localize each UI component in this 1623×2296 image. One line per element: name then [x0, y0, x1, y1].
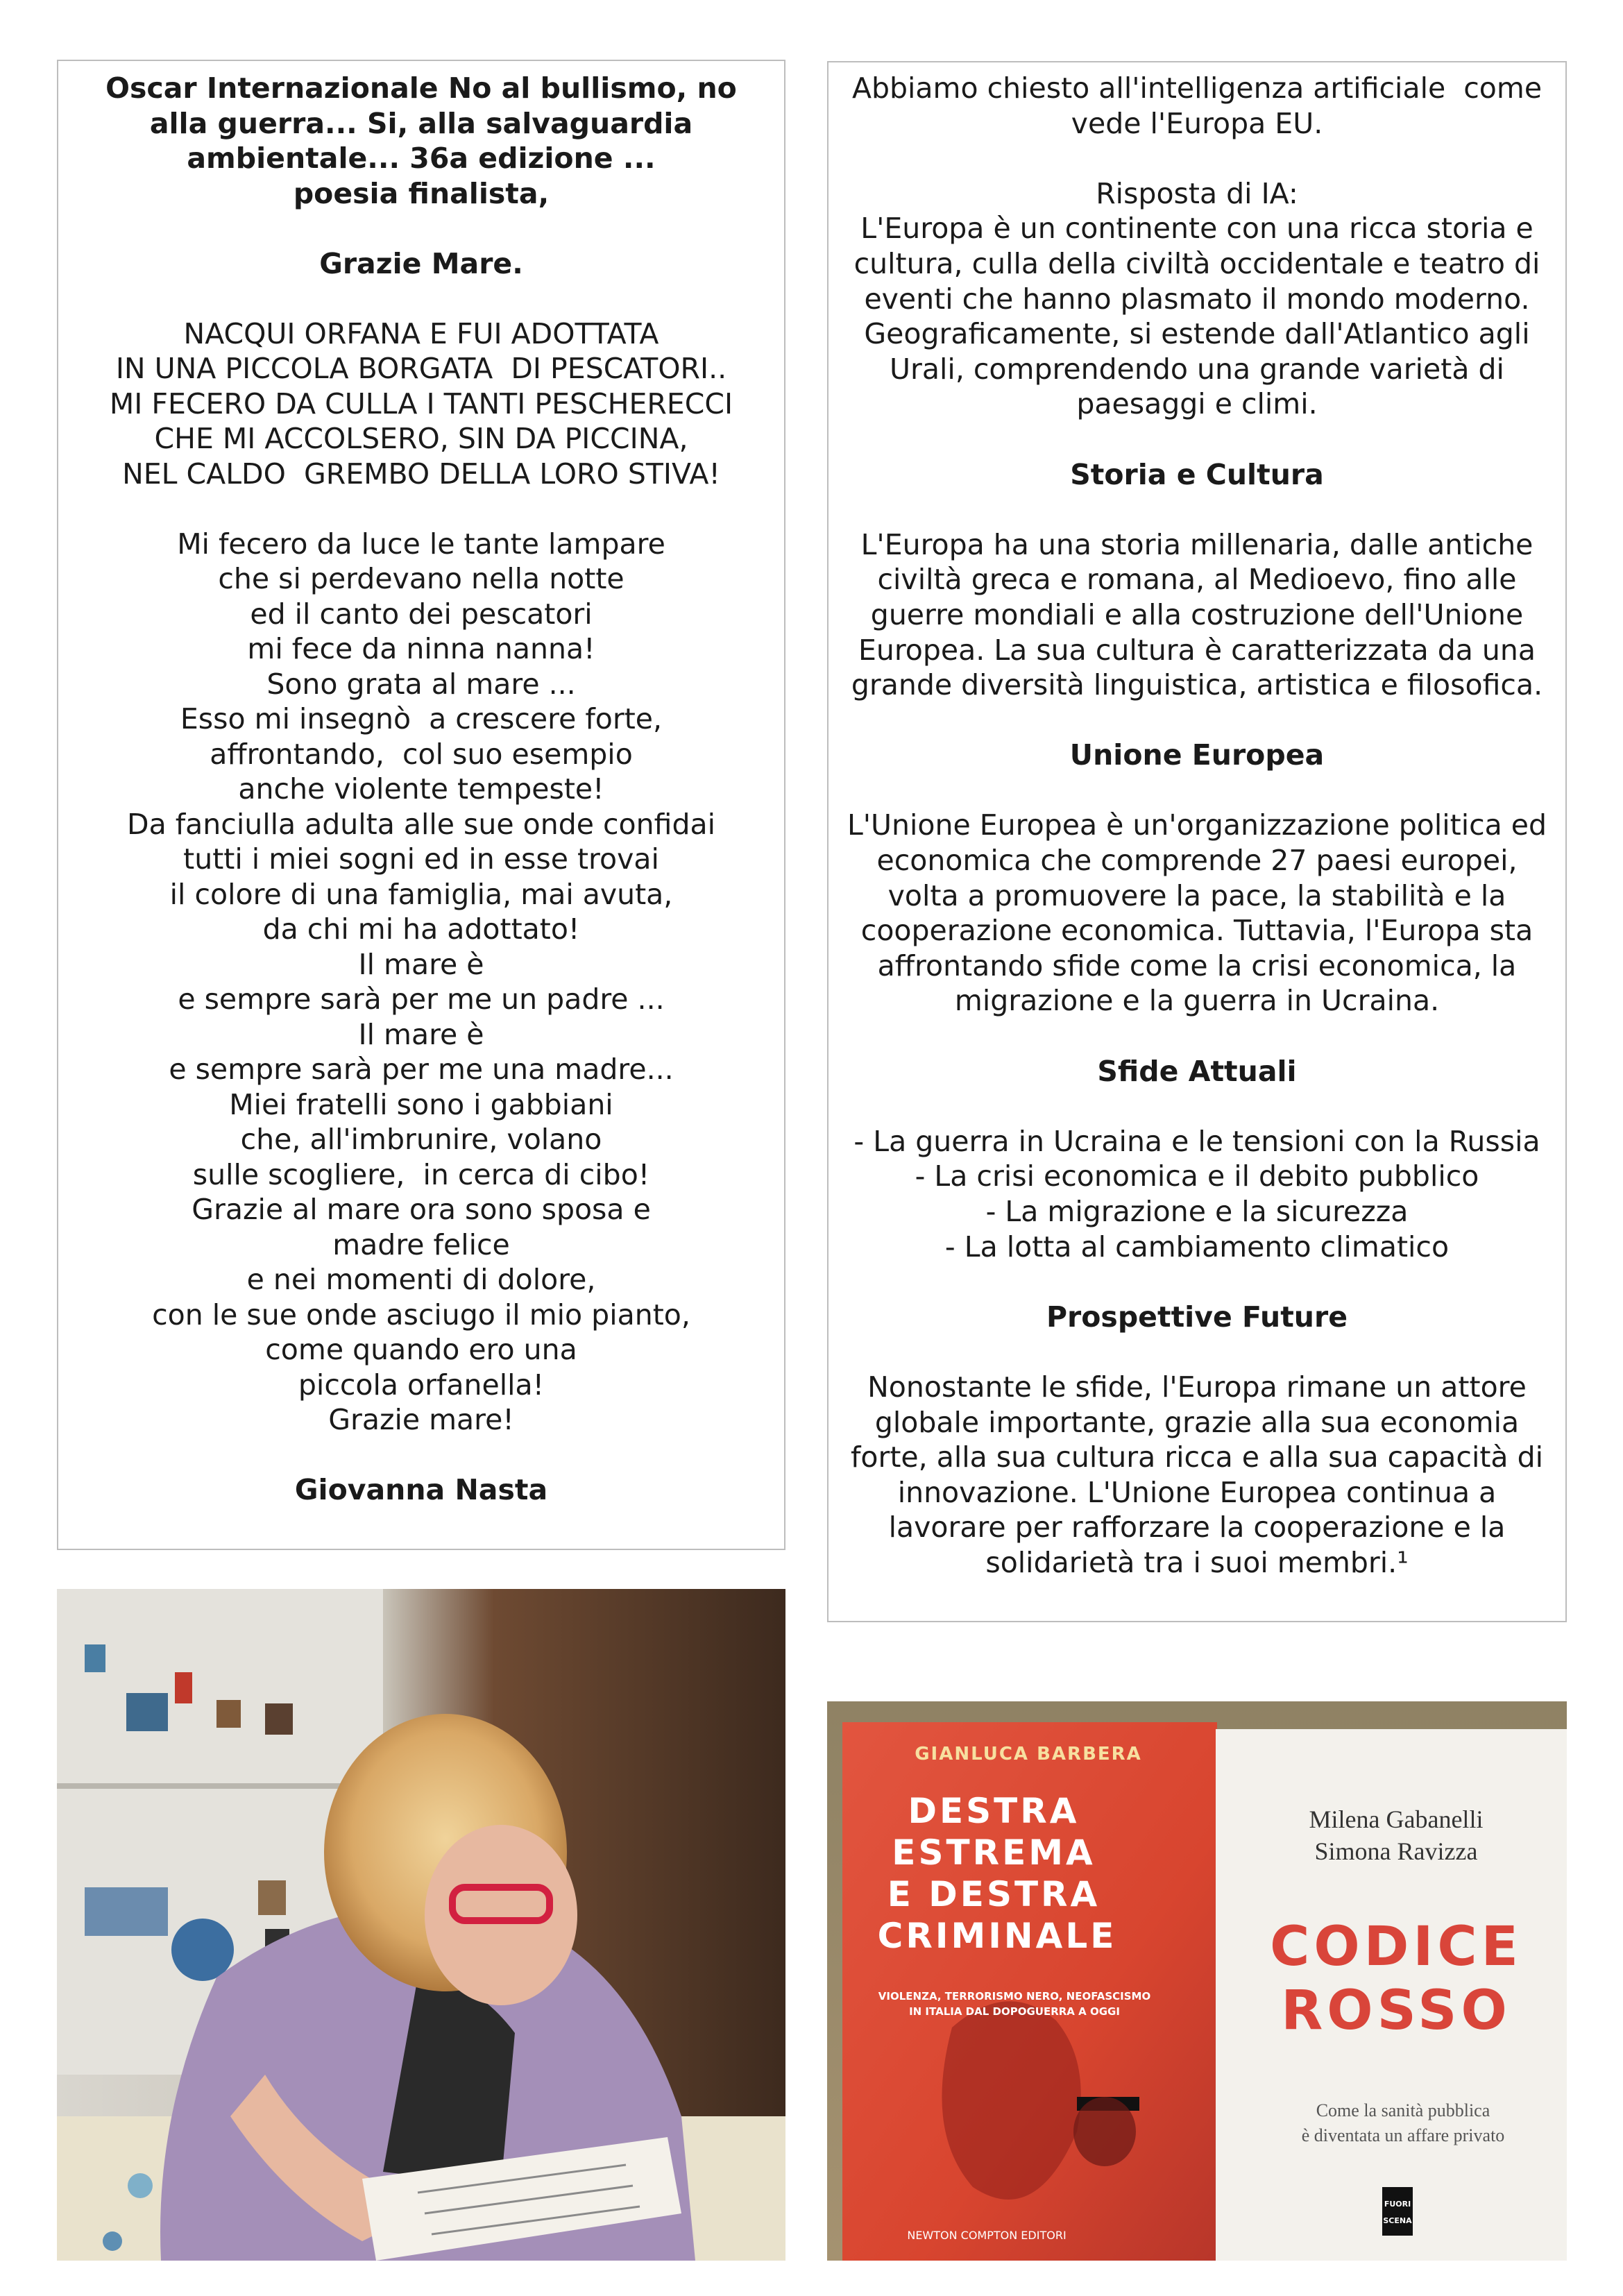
book2-author: Simona Ravizza [1314, 1837, 1478, 1865]
poem-line: MI FECERO DA CULLA I TANTI PESCHERECCI [109, 386, 733, 420]
ue-line: economica che comprende 27 paesi europei, [876, 844, 1518, 878]
poem-line: madre felice [332, 1227, 510, 1261]
poem-stanza-1 [72, 316, 770, 492]
poem-line: ed il canto dei pescatori [250, 597, 593, 631]
storia-line: grande diversità linguistica, artistica e filosofica. [851, 668, 1543, 702]
book2-subtitle-line: Come la sanità pubblica [1316, 2100, 1490, 2120]
poem-line: con le sue onde asciugo il mio pianto, [152, 1298, 690, 1332]
poem-line: e nei momenti di dolore, [246, 1263, 596, 1296]
book1-subtitle-line: VIOLENZA, TERRORISMO NERO, NEOFASCISMO [878, 1990, 1151, 2002]
prospettive-line: Nonostante le sfide, l'Europa rimane un attore [867, 1370, 1527, 1404]
poem-line: tutti i miei sogni ed in esse trovai [183, 842, 659, 876]
poem-line: mi fece da ninna nanna! [247, 632, 595, 665]
book1-title-line: E DESTRA [887, 1874, 1101, 1914]
poem-line: e sempre sarà per me una madre... [169, 1053, 674, 1086]
ai-answer-line: cultura, culla della civiltà occidentale e teatro di [853, 246, 1540, 280]
book1-publisher: NEWTON COMPTON EDITORI [907, 2229, 1067, 2242]
ai-answer-line: Geograficamente, si estende dall'Atlantico agli [864, 317, 1530, 351]
ai-box [827, 61, 1567, 1622]
prospettive-line: solidarietà tra i suoi membri.¹ [985, 1545, 1409, 1579]
poem-line: Mi fecero da luce le tante lampare [177, 527, 665, 561]
ai-answer-line: paesaggi e climi. [1076, 387, 1318, 421]
prospettive-line: forte, alla sua cultura ricca e alla sua capacità di [850, 1440, 1543, 1474]
poem-line: Grazie mare! [328, 1403, 514, 1436]
section-heading-ue: Unione Europea [1069, 738, 1325, 772]
ai-answer-line: Risposta di IA: [1096, 176, 1298, 210]
poem-line: che, all'imbrunire, volano [240, 1123, 602, 1156]
sfide-item: - La lotta al cambiamento climatico [944, 1230, 1450, 1264]
poem-line: Miei fratelli sono i gabbiani [229, 1087, 613, 1121]
ai-intro-line: Abbiamo chiesto all'intelligenza artificiale come [851, 71, 1543, 105]
poem-line: e sempre sarà per me un padre ... [178, 983, 665, 1016]
poem-header-line: ambientale... 36a edizione ... [187, 142, 656, 175]
storia-line: L'Europa ha una storia millenaria, dalle antiche [860, 527, 1533, 561]
ai-intro-line: vede l'Europa EU. [1071, 106, 1323, 140]
poem-line: Da fanciulla adulta alle sue onde confidai [127, 807, 715, 841]
poem-header-line: Oscar Internazionale No al bullismo, no [105, 71, 737, 105]
ai-answer-line: eventi che hanno plasmato il mondo moderno. [864, 282, 1530, 316]
prospettive-line: lavorare per rafforzare la cooperazione e la [888, 1511, 1506, 1545]
poem-line: Grazie al mare ora sono sposa e [192, 1193, 651, 1226]
poem-line: NACQUI ORFANA E FUI ADOTTATA [183, 316, 659, 350]
prospettive-line: innovazione. L'Unione Europea continua a [897, 1475, 1497, 1509]
section-heading-prospettive: Prospettive Future [1046, 1300, 1348, 1334]
photo-books [827, 1701, 1567, 2261]
book2-subtitle-line: è diventata un affare privato [1301, 2125, 1505, 2145]
book2-publisher-line: FUORI [1384, 2200, 1411, 2209]
poem-line: Il mare è [358, 1017, 484, 1051]
poem-line: sulle scogliere, in cerca di cibo! [192, 1157, 650, 1191]
photo-books-illustration [827, 1701, 1567, 2261]
poem-line: che si perdevano nella notte [218, 562, 624, 595]
book1-subtitle-line: IN ITALIA DAL DOPOGUERRA A OGGI [909, 2005, 1120, 2018]
book-destra-estrema [842, 1722, 1217, 2261]
ue-line: L'Unione Europea è un'organizzazione politica ed [847, 808, 1547, 842]
poem-line: CHE MI ACCOLSERO, SIN DA PICCINA, [154, 422, 688, 455]
book2-author: Milena Gabanelli [1309, 1805, 1484, 1833]
book2-publisher-logo [1382, 2187, 1413, 2236]
poem-box [57, 60, 785, 1550]
poem-line: piccola orfanella! [298, 1368, 545, 1402]
ue-line: affrontando sfide come la crisi economica, la [877, 949, 1517, 983]
book1-author: GIANLUCA BARBERA [915, 1744, 1142, 1764]
storia-line: civiltà greca e romana, al Medioevo, fino alle [877, 563, 1517, 597]
book2-publisher-line: SCENA [1383, 2216, 1412, 2225]
poem-header-line: alla guerra... Si, alla salvaguardia [149, 106, 693, 140]
photo-woman-illustration [57, 1589, 785, 2261]
ue-line: volta a promuovere la pace, la stabilità e la [887, 878, 1506, 912]
poem-line: Sono grata al mare ... [266, 667, 576, 701]
book1-title-line: CRIMINALE [877, 1916, 1117, 1956]
photo-woman-reading [57, 1589, 785, 2261]
book1-title-line: DESTRA [908, 1791, 1080, 1831]
ue-line: cooperazione economica. Tuttavia, l'Europa sta [860, 914, 1533, 948]
poem-header [72, 71, 770, 211]
poem-line: da chi mi ha adottato! [262, 912, 580, 946]
book2-title-line: CODICE [1270, 1916, 1522, 1978]
poem-line: come quando ero una [265, 1333, 577, 1366]
section-heading-sfide: Sfide Attuali [1097, 1054, 1297, 1088]
poem-line: il colore di una famiglia, mai avuta, [169, 877, 673, 911]
sfide-item: - La guerra in Ucraina e le tensioni con la Russia [853, 1124, 1540, 1158]
ue-line: migrazione e la guerra in Ucraina. [954, 984, 1440, 1018]
sfide-item: - La migrazione e la sicurezza [985, 1195, 1409, 1228]
poem-line: anche violente tempeste! [238, 772, 604, 806]
prospettive-line: globale importante, grazie alla sua economia [874, 1405, 1520, 1439]
poem-header-line: poesia finalista, [293, 176, 550, 210]
ai-answer-line: L'Europa è un continente con una ricca storia e [860, 212, 1533, 246]
poem-line: affrontando, col suo esempio [210, 737, 633, 771]
section-heading-storia: Storia e Cultura [1070, 457, 1324, 491]
poem-line: Esso mi insegnò a crescere forte, [180, 702, 663, 735]
book1-title-line: ESTREMA [892, 1832, 1096, 1873]
poem-stanza-2 [72, 527, 770, 1438]
storia-line: guerre mondiali e alla costruzione dell'Unione [870, 597, 1524, 631]
poem-line: IN UNA PICCOLA BORGATA DI PESCATORI.. [115, 352, 727, 385]
poem-line: Il mare è [358, 947, 484, 981]
book-codice-rosso [1216, 1729, 1567, 2261]
poem-title: Grazie Mare. [319, 246, 523, 280]
storia-line: Europea. La sua cultura è caratterizzata da una [858, 633, 1536, 667]
ai-answer-line: Urali, comprendendo una grande varietà di [890, 352, 1504, 386]
book2-title-line: ROSSO [1281, 1980, 1511, 2042]
poem-line: NEL CALDO GREMBO DELLA LORO STIVA! [122, 457, 720, 491]
poem-author: Giovanna Nasta [294, 1473, 548, 1506]
sfide-item: - La crisi economica e il debito pubblico [915, 1159, 1479, 1193]
